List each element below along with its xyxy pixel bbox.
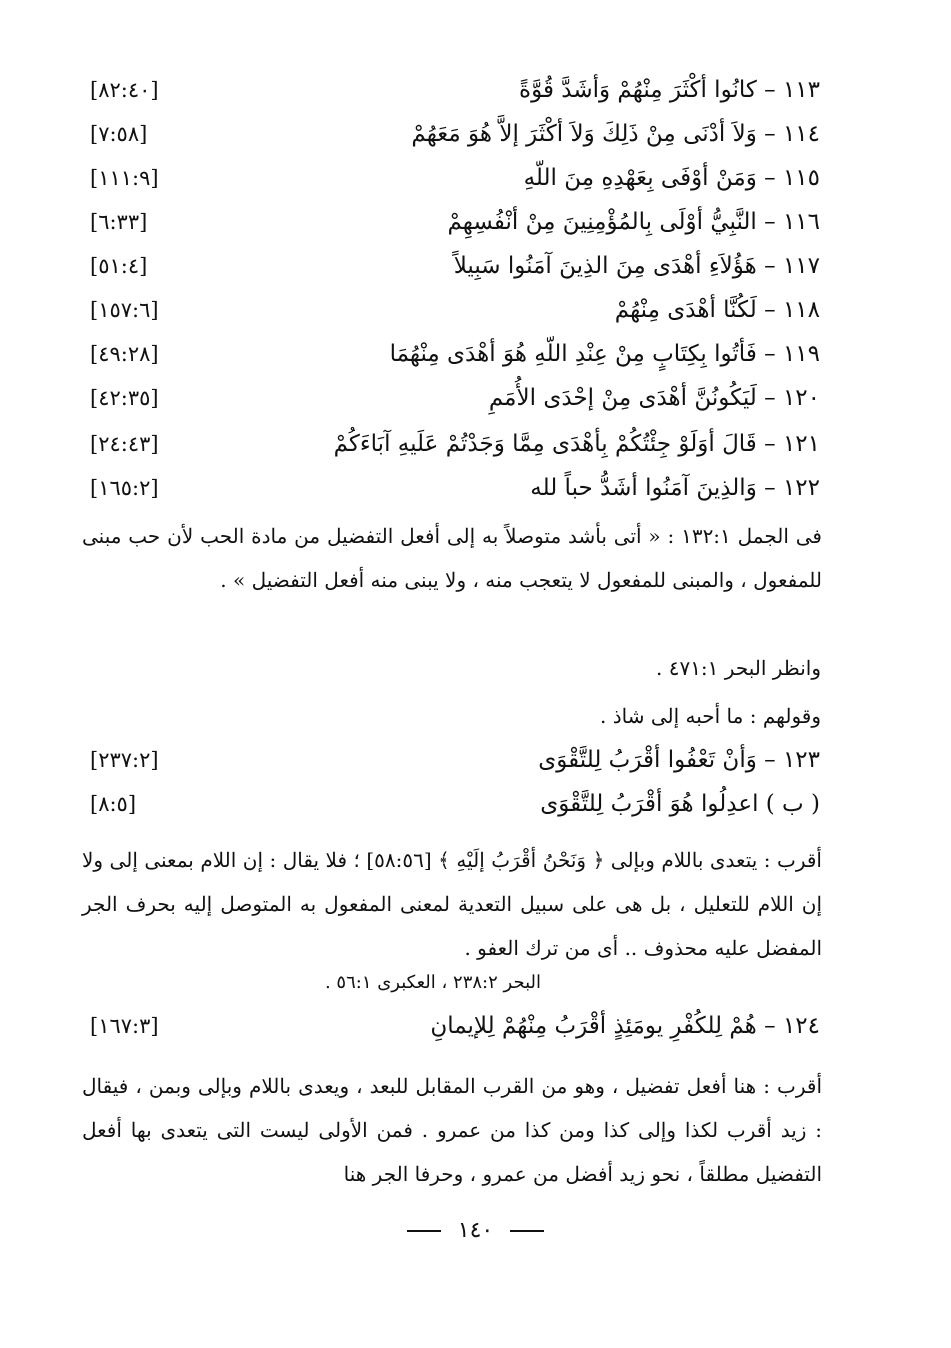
verse-reference: [٤٩:٢٨] (90, 342, 159, 366)
verse-reference: [١٥٧:٦] (90, 298, 159, 322)
verse-line (90, 1006, 820, 1046)
verse-text: ١١٧ – هَؤُلاَءِ أهْدَى مِنَ الذِينَ آمَنُوا سَبِيلاً (453, 253, 820, 279)
verse-text: ١٢٤ – هُمْ لِلكُفْرِ يومَئِذٍ أقْرَبُ مِنْهُمْ لِلإيمانِ (430, 1013, 820, 1039)
verse-text: ١٢٠ – لَيَكُونُنَّ أهْدَى مِنْ إحْدَى الأُمَمِ (488, 385, 820, 411)
commentary-note: وقولهم : ما أحبه إلى شاذ . (600, 704, 821, 728)
verse-line (90, 70, 820, 110)
verse-text: ١١٥ – وَمَنْ أوْفَى بِعَهْدِهِ مِنَ اللّهِ (523, 165, 820, 191)
verse-text: ١١٣ – كانُوا أكْثَرَ مِنْهُمْ وَأشَدَّ قُوَّةً (519, 77, 820, 103)
verse-reference: [١٦٥:٢] (90, 476, 159, 500)
verse-reference: [١١١:٩] (90, 166, 159, 190)
verse-text: ١١٤ – وَلاَ أدْنَى مِنْ ذَلِكَ وَلاَ أكْثَرَ إلاَّ هُوَ مَعَهُمْ (411, 121, 820, 147)
verse-text: ١١٦ – النَّبِيُّ أوْلَى بِالمُؤْمِنِينَ مِنْ أنْفُسِهِمْ (447, 209, 820, 235)
reference-note: البحر ٢٣٨:٢ ، العكبرى ٥٦:١ . (324, 972, 541, 993)
verse-reference: [٢٣٧:٢] (90, 748, 159, 772)
verse-reference: [٨٢:٤٠] (90, 78, 159, 102)
page-footer (0, 1218, 951, 1243)
verse-line (90, 784, 820, 824)
verse-text: ١١٨ – لَكُنَّا أهْدَى مِنْهُمْ (614, 297, 820, 323)
verse-text: ١٢١ – قَالَ أوَلَوْ جِئْتُكُمْ بِأهْدَى مِمَّا وَجَدْتُمْ عَلَيهِ آبَاءَكُمْ (333, 431, 820, 457)
footer-dash (510, 1230, 544, 1232)
verse-reference: [٨:٥] (90, 792, 137, 816)
verse-reference: [٢٤:٤٣] (90, 432, 159, 456)
footer-dash (407, 1230, 441, 1232)
reference-note: وانظر البحر ٤٧١:١ . (655, 656, 821, 680)
verse-reference: [٥١:٤] (90, 254, 148, 278)
commentary-paragraph: فى الجمل ١٣٢:١ : « أتى بأشد متوصلاً به إلى أفعل التفضيل من مادة الحب لأن حب مبنى للمفعول ، والمبنى للمفعول لا يتعجب منه ، ولا يبنى منه أفعل التفضيل » . (82, 524, 822, 592)
verse-reference: [١٦٧:٣] (90, 1014, 159, 1038)
verse-line (90, 334, 820, 374)
verse-line (90, 378, 820, 418)
verse-reference: [٧:٥٨] (90, 122, 148, 146)
commentary-paragraph: أقرب : يتعدى باللام وبإلى ﴿ وَنَحْنُ أقْرَبُ إلَيْهِ ﴾ [٥٨:٥٦] ؛ فلا يقال : إن اللام بمعنى إلى ولا إن اللام للتعليل ، بل هى على سبيل التعدية لمعنى المفعول به المتوصل إليه بحرف الجر المفضل عليه محذوف .. أى من ترك العفو . (82, 848, 822, 960)
verse-line (90, 114, 820, 154)
verse-line (90, 424, 820, 464)
verse-text: ١٢٣ – وَأنْ تَعْفُوا أقْرَبُ لِلتَّقْوَى (538, 747, 820, 773)
verse-text: ١١٩ – فَأتُوا بِكِتَابٍ مِنْ عِنْدِ اللّهِ هُوَ أهْدَى مِنْهُمَا (389, 341, 820, 367)
verse-reference: [٤٢:٣٥] (90, 386, 159, 410)
verse-text: ١٢٢ – وَالذِينَ آمَنُوا أشَدُّ حباً لله (530, 475, 820, 501)
verse-text: ( ب ) اعدِلُوا هُوَ أقْرَبُ لِلتَّقْوَى (540, 791, 820, 817)
verse-line (90, 246, 820, 286)
page-number: ١٤٠ (457, 1218, 494, 1243)
verse-line (90, 290, 820, 330)
verse-reference: [٦:٣٣] (90, 210, 148, 234)
commentary-paragraph: أقرب : هنا أفعل تفضيل ، وهو من القرب المقابل للبعد ، ويعدى باللام وبإلى وبمن ، فيقال : زيد أقرب لكذا وإلى كذا ومن كذا من عمرو . فمن الأولى ليست التى يتعدى بها أفعل التفضيل مطلقاً ، نحو زيد أفضل من عمرو ، وحرفا الجر هنا (82, 1074, 823, 1186)
verse-line (90, 158, 820, 198)
verse-line (90, 468, 820, 508)
verse-line (90, 202, 820, 242)
verse-line (90, 740, 820, 780)
